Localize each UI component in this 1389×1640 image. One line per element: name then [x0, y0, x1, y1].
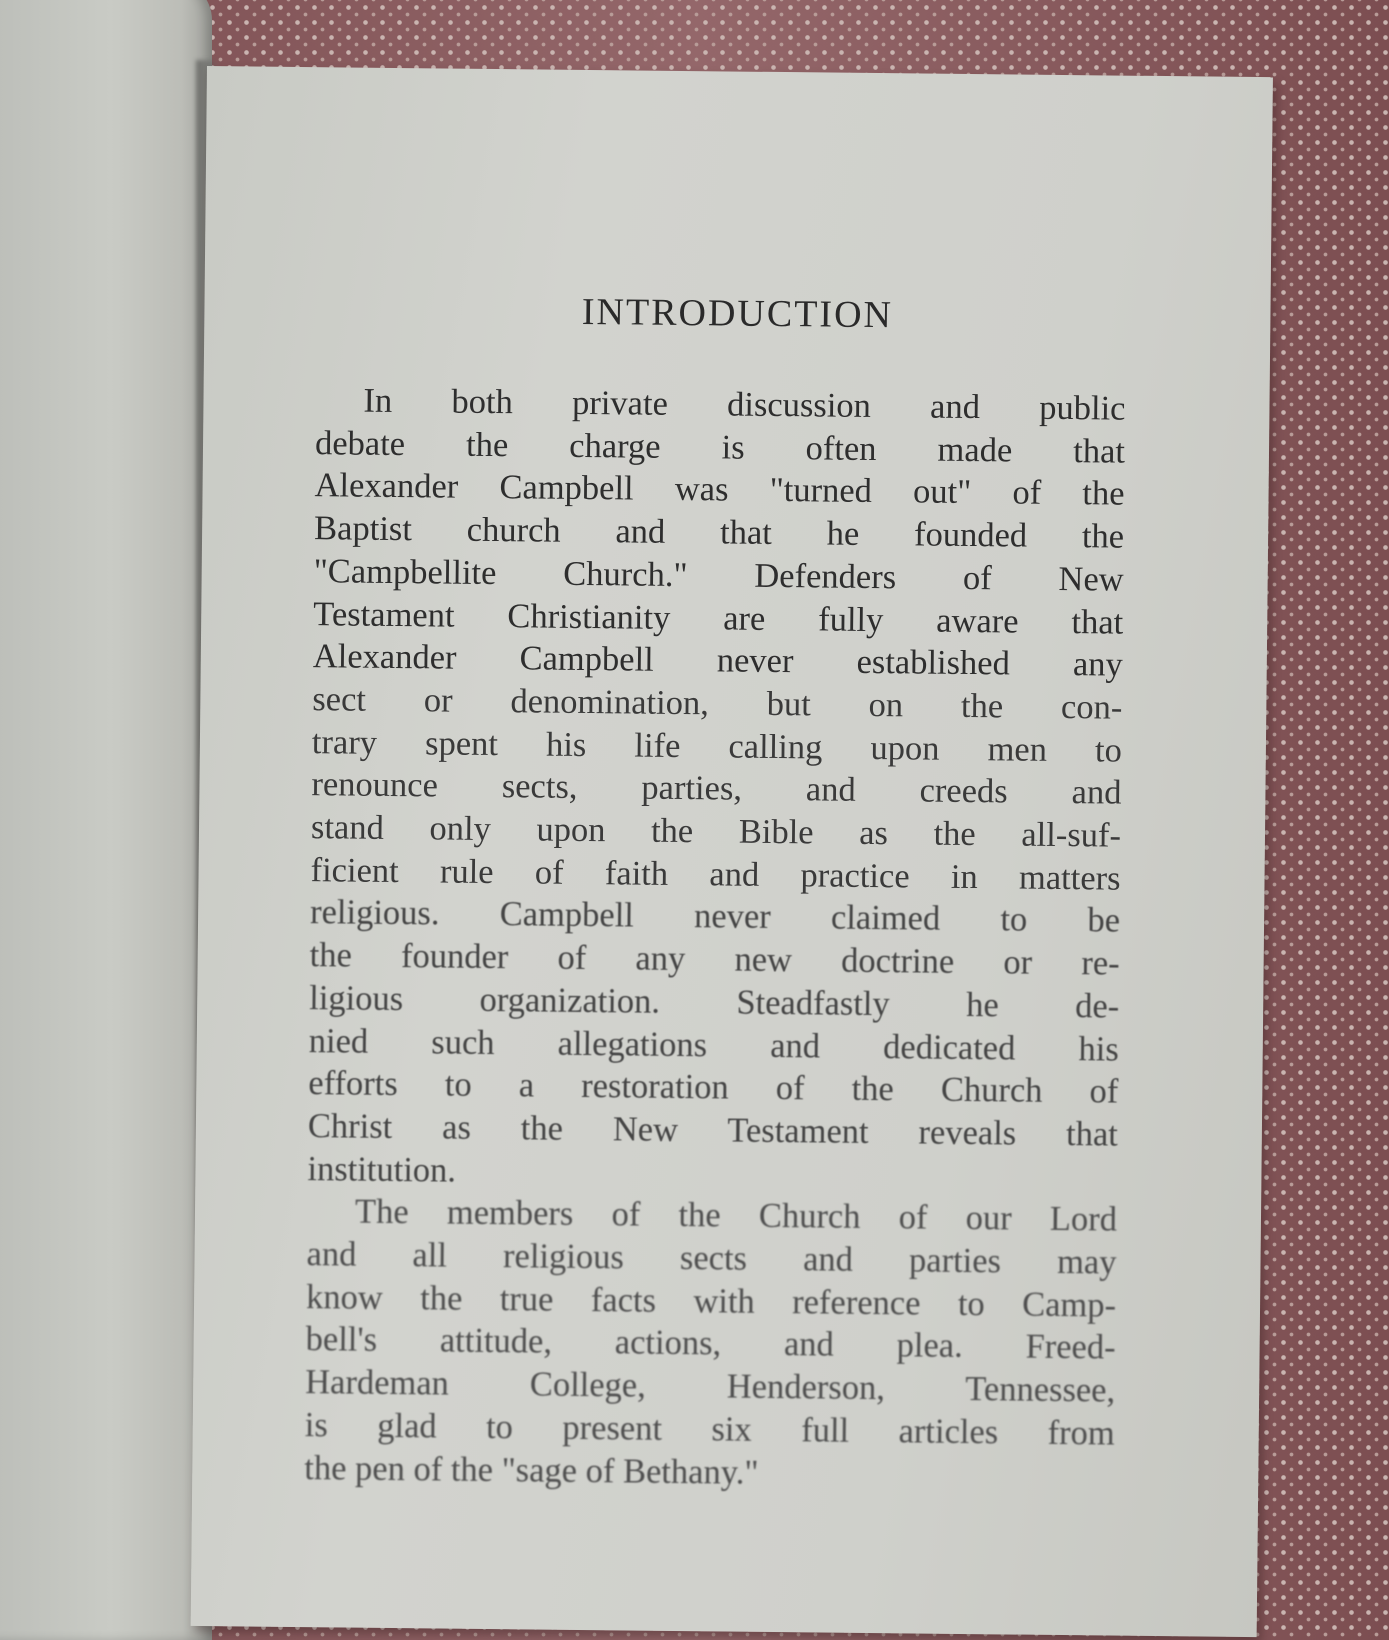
paragraph-1	[307, 379, 1125, 1199]
right-page	[191, 66, 1273, 1637]
text-line: the pen of the "sage of Bethany."	[304, 1448, 759, 1492]
text-line: Alexander Campbell was "turned out" of the	[314, 466, 1125, 514]
introduction-text	[304, 379, 1126, 1498]
text-line: "Campbellite Church." Defenders of New	[313, 551, 1124, 599]
paragraph-2	[304, 1190, 1117, 1497]
text-line: Christ as the New Testament reveals that	[307, 1107, 1119, 1154]
text-line: In both private discussion and public	[363, 381, 1126, 428]
text-line: Alexander Campbell never established any	[312, 637, 1123, 684]
text-line: institution.	[307, 1149, 457, 1190]
text-line: is glad to present six full articles from	[304, 1405, 1115, 1453]
text-line: Testament Christianity are fully aware that	[313, 594, 1124, 642]
text-line: ficient rule of faith and practice in matters	[310, 850, 1121, 898]
text-line: The members of the Church of our Lord	[354, 1192, 1118, 1239]
text-line: bell's attitude, actions, and plea. Freed-	[305, 1320, 1116, 1368]
text-line: debate the charge is often made that	[314, 423, 1126, 471]
text-line: the founder of any new doctrine or re-	[309, 936, 1120, 983]
text-line: and all religious sects and parties may	[306, 1235, 1117, 1282]
text-line: ligious organization. Steadfastly he de-	[309, 978, 1120, 1026]
text-line: renounce sects, parties, and creeds and	[311, 765, 1122, 812]
text-line: Baptist church and that he founded the	[313, 509, 1125, 556]
text-line: trary spent his life calling upon men to	[311, 722, 1123, 770]
text-line: efforts to a restoration of the Church of	[308, 1064, 1119, 1111]
text-line: sect or denomination, but on the con-	[312, 680, 1123, 727]
text-line: stand only upon the Bible as the all-suf-	[310, 808, 1122, 855]
text-line: know the true facts with reference to Camp-	[305, 1277, 1117, 1325]
text-line: religious. Campbell never claimed to be	[309, 893, 1121, 941]
left-page	[0, 0, 212, 1640]
text-line: Hardeman College, Henderson, Tennessee,	[305, 1363, 1116, 1410]
page-heading: INTRODUCTION	[581, 290, 894, 337]
text-line: nied such allegations and dedicated his	[308, 1021, 1119, 1069]
